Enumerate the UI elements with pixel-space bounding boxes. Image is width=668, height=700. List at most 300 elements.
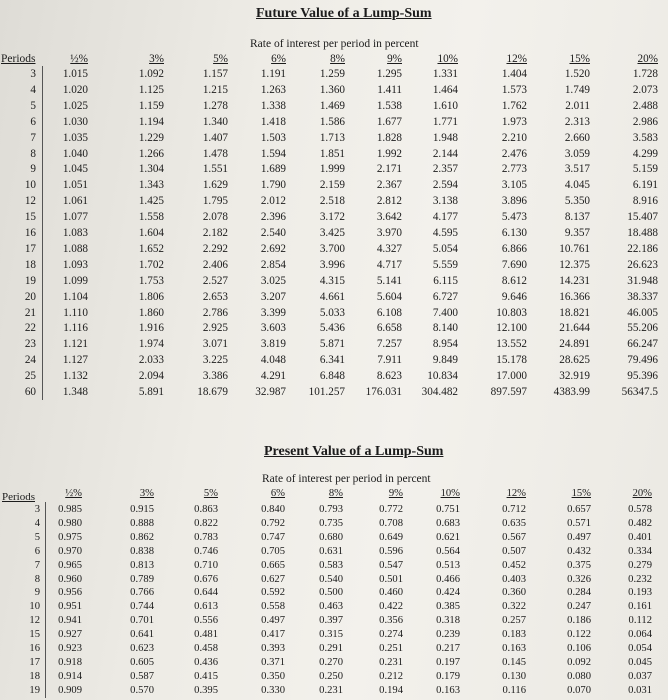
fv-period-label: 25 [24, 370, 36, 383]
fv-table-cell: 1.088 [62, 242, 88, 255]
fv-table-cell: 6.341 [319, 354, 345, 367]
fv-period-label: 4 [30, 83, 36, 96]
fv-table-cell: 2.653 [202, 290, 228, 303]
pv-table-cell: 0.054 [628, 643, 652, 654]
pv-table-cell: 0.792 [261, 517, 285, 529]
fv-period-label: 15 [24, 211, 36, 224]
fv-table-cell: 13.552 [496, 338, 527, 351]
pv-table-cell: 0.627 [261, 573, 285, 585]
fv-table-cell: 6.727 [432, 290, 458, 303]
pv-table-cell: 0.031 [628, 684, 652, 696]
pv-table-cell: 0.927 [58, 629, 82, 641]
pv-table-cell: 0.064 [628, 629, 652, 641]
pv-table-cell: 0.708 [379, 517, 403, 529]
pv-rate-header: 20% [632, 488, 652, 499]
fv-table-cell: 4.048 [260, 354, 286, 367]
fv-period-label: 22 [24, 322, 36, 335]
pv-table-cell: 0.751 [436, 504, 460, 515]
fv-table-cell: 1.125 [138, 83, 164, 96]
fv-table-cell: 24.891 [559, 338, 590, 351]
fv-table-cell: 176.031 [365, 386, 402, 398]
fv-table-cell: 4.595 [432, 227, 458, 239]
fv-table-cell: 2.073 [632, 83, 658, 96]
fv-table-cell: 1.343 [138, 179, 164, 192]
pv-table-cell: 0.578 [628, 504, 652, 515]
pv-table-cell: 0.613 [194, 601, 218, 613]
fv-table-cell: 1.629 [202, 179, 228, 192]
fv-table-cell: 3.386 [202, 370, 228, 383]
fv-period-label: 23 [24, 338, 36, 351]
fv-table-cell: 897.597 [490, 386, 527, 398]
pv-table-cell: 0.291 [319, 643, 343, 654]
fv-table-cell: 304.482 [421, 386, 458, 398]
fv-rate-header: 15% [569, 53, 590, 65]
pv-table-cell: 0.393 [261, 643, 285, 654]
fv-table-cell: 18.488 [627, 227, 658, 239]
pv-table-cell: 0.466 [436, 573, 460, 585]
fv-period-label: 24 [24, 354, 36, 367]
fv-table-cell: 1.586 [319, 115, 345, 128]
fv-table-cell: 5.473 [501, 211, 527, 224]
pv-table-cell: 0.556 [194, 615, 218, 627]
pv-period-label: 12 [29, 615, 40, 627]
pv-table-cell: 0.862 [130, 531, 154, 543]
fv-table-cell: 3.172 [319, 211, 345, 224]
fv-table-cell: 3.071 [202, 338, 228, 351]
fv-table-cell: 1.229 [138, 131, 164, 144]
fv-table-cell: 28.625 [559, 354, 590, 367]
pv-rate-header: 5% [203, 488, 218, 499]
fv-table-cell: 1.093 [62, 258, 88, 271]
fv-table-cell: 2.692 [260, 242, 286, 255]
pv-table-cell: 0.915 [130, 504, 154, 515]
fv-table-cell: 1.795 [202, 195, 228, 208]
pv-rate-caption: Rate of interest per period in percent [262, 473, 431, 485]
fv-table-cell: 26.623 [627, 258, 658, 271]
fv-table-cell: 1.194 [138, 115, 164, 128]
pv-table-cell: 0.772 [379, 504, 403, 515]
pv-table-cell: 0.587 [130, 670, 154, 682]
pv-table-cell: 0.592 [261, 587, 285, 599]
pv-table-cell: 0.513 [436, 559, 460, 571]
pv-table-cell: 0.570 [130, 684, 154, 696]
fv-table-cell: 2.488 [632, 99, 658, 112]
pv-table-cell: 0.540 [319, 573, 343, 585]
fv-table-cell: 2.011 [565, 99, 590, 112]
pv-table-cell: 0.710 [194, 559, 218, 571]
pv-table-cell: 0.116 [502, 684, 526, 696]
fv-table-cell: 1.702 [138, 258, 164, 271]
fv-table-cell: 2.313 [564, 115, 590, 128]
pv-table-cell: 0.315 [319, 629, 343, 641]
pv-table-cell: 0.744 [130, 601, 154, 613]
fv-table-cell: 2.925 [202, 322, 228, 335]
fv-table-cell: 32.987 [255, 386, 286, 398]
fv-table-cell: 1.973 [501, 115, 527, 128]
fv-table-cell: 1.061 [62, 195, 88, 208]
pv-table-cell: 0.863 [194, 504, 218, 515]
fv-table-cell: 2.012 [260, 195, 286, 208]
fv-table-cell: 10.834 [427, 370, 458, 383]
pv-table-cell: 0.284 [567, 587, 591, 599]
fv-table-cell: 9.357 [564, 227, 590, 239]
pv-table-cell: 0.326 [567, 573, 591, 585]
fv-table-cell: 2.986 [632, 115, 658, 128]
pv-table-cell: 0.322 [502, 601, 526, 613]
pv-table-cell: 0.547 [379, 559, 403, 571]
fv-table-cell: 1.677 [376, 115, 402, 128]
pv-periods-header: Periods [2, 491, 35, 503]
fv-table-cell: 38.337 [627, 290, 658, 303]
fv-table-cell: 2.396 [260, 211, 286, 224]
pv-table-cell: 0.571 [567, 517, 591, 529]
fv-table-cell: 1.159 [138, 99, 164, 112]
fv-rate-caption: Rate of interest per period in percent [250, 38, 419, 50]
fv-table-cell: 2.527 [202, 274, 228, 287]
fv-table-cell: 1.040 [62, 147, 88, 160]
fv-rate-header: 12% [506, 53, 527, 65]
fv-table-cell: 1.092 [138, 68, 164, 80]
fv-table-cell: 1.121 [62, 338, 88, 351]
pv-table-cell: 0.122 [567, 629, 591, 641]
pv-table-cell: 0.918 [58, 656, 82, 668]
fv-table-cell: 6.108 [376, 306, 402, 319]
pv-table-cell: 0.980 [58, 517, 82, 529]
pv-period-label: 10 [29, 601, 40, 613]
pv-table-cell: 0.500 [319, 587, 343, 599]
pv-table-cell: 0.481 [194, 629, 218, 641]
fv-rate-header: 20% [637, 53, 658, 65]
pv-table-cell: 0.424 [436, 587, 460, 599]
fv-table-title: Future Value of a Lump-Sum [256, 6, 432, 21]
fv-table-cell: 3.105 [501, 179, 527, 192]
pv-table-cell: 0.350 [261, 670, 285, 682]
fv-table-cell: 18.821 [559, 306, 590, 319]
fv-table-cell: 5.891 [138, 386, 164, 398]
pv-table-cell: 0.941 [58, 615, 82, 627]
pv-table-cell: 0.458 [194, 643, 218, 654]
fv-table-cell: 1.340 [202, 115, 228, 128]
pv-table-cell: 0.701 [130, 615, 154, 627]
fv-rate-header: 9% [387, 53, 402, 65]
fv-period-label: 9 [30, 163, 36, 176]
fv-table-cell: 1.045 [62, 163, 88, 176]
pv-table-cell: 0.909 [58, 684, 82, 696]
pv-period-label: 19 [29, 684, 40, 696]
pv-table-cell: 0.970 [58, 545, 82, 557]
fv-table-cell: 1.278 [202, 99, 228, 112]
pv-table-cell: 0.274 [379, 629, 403, 641]
pv-table-cell: 0.460 [379, 587, 403, 599]
pv-table-cell: 0.747 [261, 531, 285, 543]
fv-period-label: 7 [30, 131, 36, 144]
fv-table-cell: 2.406 [202, 258, 228, 271]
pv-table-cell: 0.401 [628, 531, 652, 543]
pv-table-cell: 0.183 [502, 629, 526, 641]
fv-table-cell: 3.996 [319, 258, 345, 271]
pv-table-cell: 0.635 [502, 517, 526, 529]
pv-period-label: 6 [34, 545, 40, 557]
fv-table-cell: 2.540 [260, 227, 286, 239]
fv-table-cell: 2.357 [432, 163, 458, 176]
pv-table-cell: 0.422 [379, 601, 403, 613]
pv-table-cell: 0.605 [130, 656, 154, 668]
fv-table-cell: 5.141 [376, 274, 402, 287]
pv-table-cell: 0.070 [567, 684, 591, 696]
pv-table-cell: 0.623 [130, 643, 154, 654]
fv-table-cell: 2.773 [501, 163, 527, 176]
fv-table-cell: 3.603 [260, 322, 286, 335]
pv-table-cell: 0.766 [130, 587, 154, 599]
pv-table-cell: 0.232 [628, 573, 652, 585]
fv-table-cell: 1.999 [319, 163, 345, 176]
fv-table-cell: 32.919 [559, 370, 590, 383]
fv-table-cell: 18.679 [197, 386, 228, 398]
pv-table-cell: 0.840 [261, 504, 285, 515]
pv-table-cell: 0.080 [567, 670, 591, 682]
fv-table-cell: 3.138 [432, 195, 458, 208]
pv-table-cell: 0.735 [319, 517, 343, 529]
fv-table-cell: 1.749 [564, 83, 590, 96]
pv-table-cell: 0.497 [567, 531, 591, 543]
fv-table-cell: 1.104 [62, 290, 88, 303]
fv-table-cell: 2.210 [501, 131, 527, 144]
pv-table-cell: 0.985 [58, 504, 82, 515]
pv-table-cell: 0.452 [502, 559, 526, 571]
fv-table-cell: 1.077 [62, 211, 88, 224]
fv-table-cell: 6.115 [433, 274, 458, 287]
pv-table-cell: 0.888 [130, 517, 154, 529]
pv-table-cell: 0.217 [436, 643, 460, 654]
pv-period-label: 7 [34, 559, 40, 571]
fv-table-cell: 95.396 [627, 370, 658, 383]
fv-table-cell: 22.186 [627, 242, 658, 255]
pv-rate-header: 10% [440, 488, 460, 499]
fv-table-cell: 3.970 [376, 227, 402, 239]
pv-table-cell: 0.037 [628, 670, 652, 682]
fv-table-cell: 1.771 [432, 115, 458, 128]
fv-period-label: 5 [30, 99, 36, 112]
fv-period-label: 60 [24, 386, 36, 398]
fv-table-cell: 1.594 [260, 147, 286, 160]
fv-table-cell: 1.099 [62, 274, 88, 287]
pv-table-title: Present Value of a Lump-Sum [264, 444, 444, 459]
fv-table-cell: 1.425 [138, 195, 164, 208]
fv-table-cell: 1.478 [202, 147, 228, 160]
fv-period-label: 12 [24, 195, 36, 208]
fv-table-cell: 4.045 [564, 179, 590, 192]
pv-table-cell: 0.783 [194, 531, 218, 543]
pv-table-cell: 0.247 [567, 601, 591, 613]
fv-period-label: 20 [24, 290, 36, 303]
fv-table-cell: 3.819 [260, 338, 286, 351]
pv-table-cell: 0.045 [628, 656, 652, 668]
fv-table-cell: 15.178 [496, 354, 527, 367]
pv-table-cell: 0.482 [628, 517, 652, 529]
pv-table-cell: 0.395 [194, 684, 218, 696]
fv-table-cell: 1.404 [501, 68, 527, 80]
pv-table-cell: 0.746 [194, 545, 218, 557]
pv-table-cell: 0.360 [502, 587, 526, 599]
fv-table-cell: 1.051 [62, 179, 88, 192]
pv-table-cell: 0.106 [567, 643, 591, 654]
fv-table-cell: 1.689 [260, 163, 286, 176]
fv-table-cell: 4.717 [376, 258, 402, 271]
pv-rate-header: 12% [506, 488, 526, 499]
fv-table-cell: 4.299 [632, 147, 658, 160]
fv-table-cell: 2.182 [202, 227, 228, 239]
fv-table-cell: 15.407 [627, 211, 658, 224]
pv-table-cell: 0.231 [379, 656, 403, 668]
fv-table-cell: 1.652 [138, 242, 164, 255]
fv-table-cell: 31.948 [627, 274, 658, 287]
pv-table-cell: 0.403 [502, 573, 526, 585]
fv-period-label: 8 [30, 147, 36, 160]
fv-table-cell: 1.828 [376, 131, 402, 144]
pv-table-cell: 0.318 [436, 615, 460, 627]
pv-period-label: 15 [29, 629, 40, 641]
fv-table-cell: 8.623 [376, 370, 402, 383]
pv-table-cell: 0.975 [58, 531, 82, 543]
fv-table-cell: 1.948 [432, 131, 458, 144]
pv-table-cell: 0.112 [628, 615, 652, 627]
fv-rate-header: 10% [437, 53, 458, 65]
fv-table-cell: 5.054 [432, 242, 458, 255]
pv-table-cell: 0.257 [502, 615, 526, 627]
fv-table-cell: 1.558 [138, 211, 164, 224]
pv-period-label: 3 [34, 504, 40, 515]
fv-table-cell: 1.191 [260, 68, 286, 80]
fv-table-cell: 1.157 [202, 68, 228, 80]
pv-table-cell: 0.334 [628, 545, 652, 557]
pv-table-cell: 0.644 [194, 587, 218, 599]
pv-table-cell: 0.793 [319, 504, 343, 515]
pv-table-cell: 0.813 [130, 559, 154, 571]
fv-rate-header: 5% [213, 53, 228, 65]
pv-table-cell: 0.375 [567, 559, 591, 571]
fv-table-cell: 8.916 [632, 195, 658, 208]
fv-table-cell: 2.159 [319, 179, 345, 192]
fv-table-cell: 1.520 [564, 68, 590, 80]
fv-table-cell: 8.140 [432, 322, 458, 335]
fv-rate-header: 8% [330, 53, 345, 65]
fv-table-cell: 8.137 [564, 211, 590, 224]
pv-period-label: 8 [34, 573, 40, 585]
pv-rate-header: ½% [65, 488, 82, 499]
fv-table-cell: 1.469 [319, 99, 345, 112]
pv-table-cell: 0.583 [319, 559, 343, 571]
pv-period-label: 18 [29, 670, 40, 682]
pv-period-label: 9 [34, 587, 40, 599]
pv-table-cell: 0.130 [502, 670, 526, 682]
pv-table-cell: 0.705 [261, 545, 285, 557]
pv-table-cell: 0.432 [567, 545, 591, 557]
fv-table-cell: 1.338 [260, 99, 286, 112]
fv-table-cell: 1.551 [202, 163, 228, 176]
pv-table-cell: 0.567 [502, 531, 526, 543]
fv-table-cell: 1.538 [376, 99, 402, 112]
fv-table-cell: 1.851 [319, 147, 345, 160]
pv-table-cell: 0.163 [436, 684, 460, 696]
pv-period-label: 17 [29, 656, 40, 668]
fv-table-cell: 2.660 [564, 131, 590, 144]
fv-table-cell: 66.247 [627, 338, 658, 351]
pv-table-cell: 0.789 [130, 573, 154, 585]
fv-table-cell: 1.348 [62, 386, 88, 398]
fv-table-cell: 79.496 [627, 354, 658, 367]
fv-table-cell: 1.110 [63, 306, 88, 319]
fv-table-cell: 9.646 [501, 290, 527, 303]
fv-table-cell: 1.025 [62, 99, 88, 112]
fv-table-cell: 1.215 [202, 83, 228, 96]
fv-table-cell: 1.030 [62, 115, 88, 128]
fv-table-cell: 55.206 [627, 322, 658, 335]
pv-table-cell: 0.712 [502, 504, 526, 515]
pv-table-cell: 0.923 [58, 643, 82, 654]
fv-table-cell: 8.954 [432, 338, 458, 351]
fv-table-cell: 6.191 [632, 179, 658, 192]
fv-table-cell: 1.259 [319, 68, 345, 80]
fv-table-cell: 2.144 [432, 147, 458, 160]
fv-table-cell: 7.690 [501, 258, 527, 271]
fv-period-label: 10 [24, 179, 36, 192]
fv-table-cell: 1.753 [138, 274, 164, 287]
pv-table-cell: 0.330 [261, 684, 285, 696]
fv-table-cell: 1.266 [138, 147, 164, 160]
fv-table-cell: 7.911 [377, 354, 402, 367]
fv-table-cell: 10.761 [559, 242, 590, 255]
pv-table-cell: 0.161 [628, 601, 652, 613]
pv-table-cell: 0.385 [436, 601, 460, 613]
pv-table-cell: 0.212 [379, 670, 403, 682]
pv-table-cell: 0.092 [567, 656, 591, 668]
pv-rate-header: 3% [139, 488, 154, 499]
pv-table-cell: 0.163 [502, 643, 526, 654]
fv-table-cell: 1.974 [138, 338, 164, 351]
fv-table-cell: 1.573 [501, 83, 527, 96]
fv-table-cell: 2.518 [319, 195, 345, 208]
fv-rate-header: 3% [149, 53, 164, 65]
fv-table-cell: 5.436 [319, 322, 345, 335]
fv-table-cell: 3.583 [632, 131, 658, 144]
pv-table-cell: 0.231 [319, 684, 343, 696]
pv-table-cell: 0.417 [261, 629, 285, 641]
pv-period-label: 4 [34, 517, 40, 529]
fv-table-cell: 17.000 [496, 370, 527, 383]
pv-period-label: 5 [34, 531, 40, 543]
fv-table-cell: 1.916 [138, 322, 164, 335]
pv-table-cell: 0.951 [58, 601, 82, 613]
pv-table-cell: 0.415 [194, 670, 218, 682]
fv-table-cell: 9.849 [432, 354, 458, 367]
fv-table-cell: 4.661 [319, 290, 345, 303]
fv-table-cell: 5.159 [632, 163, 658, 176]
fv-period-label: 17 [24, 242, 36, 255]
pv-table-cell: 0.914 [58, 670, 82, 682]
pv-table-cell: 0.564 [436, 545, 460, 557]
pv-table-cell: 0.436 [194, 656, 218, 668]
pv-table-cell: 0.179 [436, 670, 460, 682]
pv-table-cell: 0.956 [58, 587, 82, 599]
fv-table-cell: 101.257 [308, 386, 345, 398]
fv-table-cell: 1.604 [138, 227, 164, 239]
fv-table-cell: 56347.5 [621, 386, 658, 398]
fv-table-cell: 4.177 [432, 211, 458, 224]
fv-table-cell: 3.896 [501, 195, 527, 208]
pv-table-cell: 0.197 [436, 656, 460, 668]
pv-rate-header: 8% [328, 488, 343, 499]
fv-table-cell: 2.812 [376, 195, 402, 208]
